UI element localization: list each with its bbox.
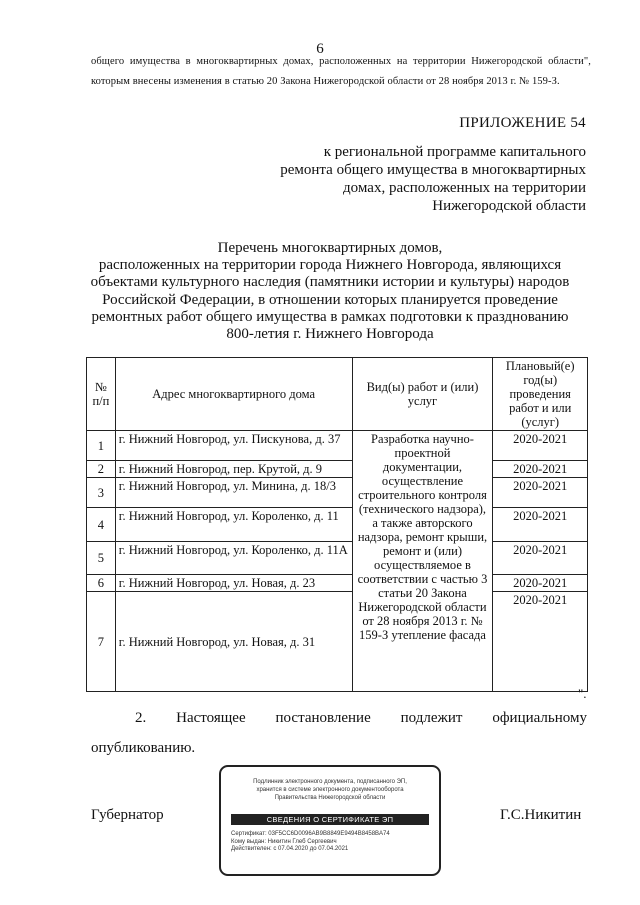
row-num: 2 bbox=[87, 461, 116, 478]
row-years: 2020-2021 bbox=[493, 431, 588, 461]
appendix-subtitle-line: ремонта общего имущества в многоквартирных bbox=[280, 162, 586, 178]
stamp-header bbox=[221, 778, 439, 802]
row-address: г. Нижний Новгород, ул. Пискунова, д. 37 bbox=[115, 431, 352, 461]
table-row bbox=[87, 431, 588, 461]
row-years: 2020-2021 bbox=[493, 508, 588, 542]
table-row bbox=[87, 508, 588, 542]
row-num: 5 bbox=[87, 542, 116, 575]
appendix-title: ПРИЛОЖЕНИЕ 54 bbox=[459, 115, 586, 131]
row-num: 7 bbox=[87, 592, 116, 692]
paragraph-line-2: опубликованию. bbox=[91, 740, 196, 756]
row-num: 6 bbox=[87, 575, 116, 592]
stamp-band: СВЕДЕНИЯ О СЕРТИФИКАТЕ ЭП bbox=[231, 814, 429, 825]
row-address: г. Нижний Новгород, пер. Крутой, д. 9 bbox=[115, 461, 352, 478]
row-address: г. Нижний Новгород, ул. Новая, д. 31 bbox=[115, 592, 352, 692]
table-row bbox=[87, 575, 588, 592]
heading-line: ремонтных работ общего имущества в рамках подготовки к празднованию bbox=[91, 308, 569, 325]
paragraph-line-1: 2. Настоящее постановление подлежит официальному bbox=[135, 710, 587, 726]
heading-line: Российской Федерации, в отношении которых планируется проведение bbox=[102, 291, 558, 308]
e-signature-stamp bbox=[219, 765, 441, 876]
heading-line: 800-летия г. Нижнего Новгорода bbox=[226, 326, 434, 343]
stamp-valid: Действителен: с 07.04.2020 до 07.04.2021 bbox=[231, 846, 349, 853]
stamp-header-line: Правительства Нижегородской области bbox=[274, 795, 386, 801]
heading-line: объектами культурного наследия (памятники истории и культуры) народов bbox=[90, 274, 570, 291]
page-number: 6 bbox=[316, 41, 324, 57]
row-years: 2020-2021 bbox=[493, 592, 588, 692]
header-num: № п/п bbox=[87, 358, 116, 431]
stamp-header-line: хранится в системе электронного документооборота bbox=[256, 787, 404, 793]
intro-text bbox=[91, 52, 591, 92]
row-address: г. Нижний Новгород, ул. Короленко, д. 11 bbox=[115, 508, 352, 542]
row-years: 2020-2021 bbox=[493, 542, 588, 575]
publication-paragraph bbox=[91, 703, 587, 763]
appendix-subtitle-line: к региональной программе капитального bbox=[323, 144, 586, 160]
work-description: Разработка научно-проектной документации, осуществление строительного контроля (технического надзора), а также авторского надзора, ремонт крыши, ремонт и (или) осуществляемое в соответствии с частью 3 статьи 20 Закона Нижегородской области от 28 ноября 2013 г. № 159-З утепление фасада bbox=[352, 431, 493, 692]
row-address: г. Нижний Новгород, ул. Минина, д. 18/3 bbox=[115, 478, 352, 508]
row-years: 2020-2021 bbox=[493, 575, 588, 592]
row-years: 2020-2021 bbox=[493, 461, 588, 478]
table-row bbox=[87, 461, 588, 478]
stamp-cert: Сертификат: 03F5CC6D0096AB9B8849E9494B8458BA74 bbox=[231, 831, 390, 837]
row-address: г. Нижний Новгород, ул. Короленко, д. 11А bbox=[115, 542, 352, 575]
list-heading bbox=[80, 240, 580, 343]
table-header-row bbox=[87, 358, 588, 431]
stamp-header-line: Подлинник электронного документа, подписанного ЭП, bbox=[253, 779, 407, 785]
table-row bbox=[87, 478, 588, 508]
intro-line-1: общего имущества в многоквартирных домах, расположенных на территории Нижегородской области", bbox=[91, 56, 591, 67]
signatory-name: Г.С.Никитин bbox=[500, 807, 582, 823]
heading-line: Перечень многоквартирных домов, bbox=[217, 240, 443, 256]
signatory-role: Губернатор bbox=[91, 807, 164, 823]
stamp-issued-to: Кому выдан: Никитин Глеб Сергеевич bbox=[231, 838, 337, 845]
row-address: г. Нижний Новгород, ул. Новая, д. 23 bbox=[115, 575, 352, 592]
intro-line-2: которым внесены изменения в статью 20 Закона Нижегородской области от 28 ноября 2013 г. № 159-З. bbox=[91, 76, 560, 87]
header-years: Плановый(е) год(ы) проведения работ и или (услуг) bbox=[493, 358, 588, 431]
table-row bbox=[87, 542, 588, 575]
appendix-subtitle bbox=[270, 143, 586, 215]
row-num: 4 bbox=[87, 508, 116, 542]
stamp-info bbox=[231, 831, 439, 854]
buildings-table bbox=[86, 357, 588, 692]
closing-quote: ". bbox=[578, 686, 587, 701]
header-work: Вид(ы) работ и (или) услуг bbox=[352, 358, 493, 431]
row-num: 3 bbox=[87, 478, 116, 508]
row-num: 1 bbox=[87, 431, 116, 461]
appendix-subtitle-line: домах, расположенных на территории bbox=[343, 180, 586, 196]
row-years: 2020-2021 bbox=[493, 478, 588, 508]
header-address: Адрес многоквартирного дома bbox=[115, 358, 352, 431]
table-row bbox=[87, 592, 588, 692]
heading-line: расположенных на территории города Нижнего Новгорода, являющихся bbox=[98, 257, 562, 274]
appendix-subtitle-line: Нижегородской области bbox=[432, 198, 586, 214]
